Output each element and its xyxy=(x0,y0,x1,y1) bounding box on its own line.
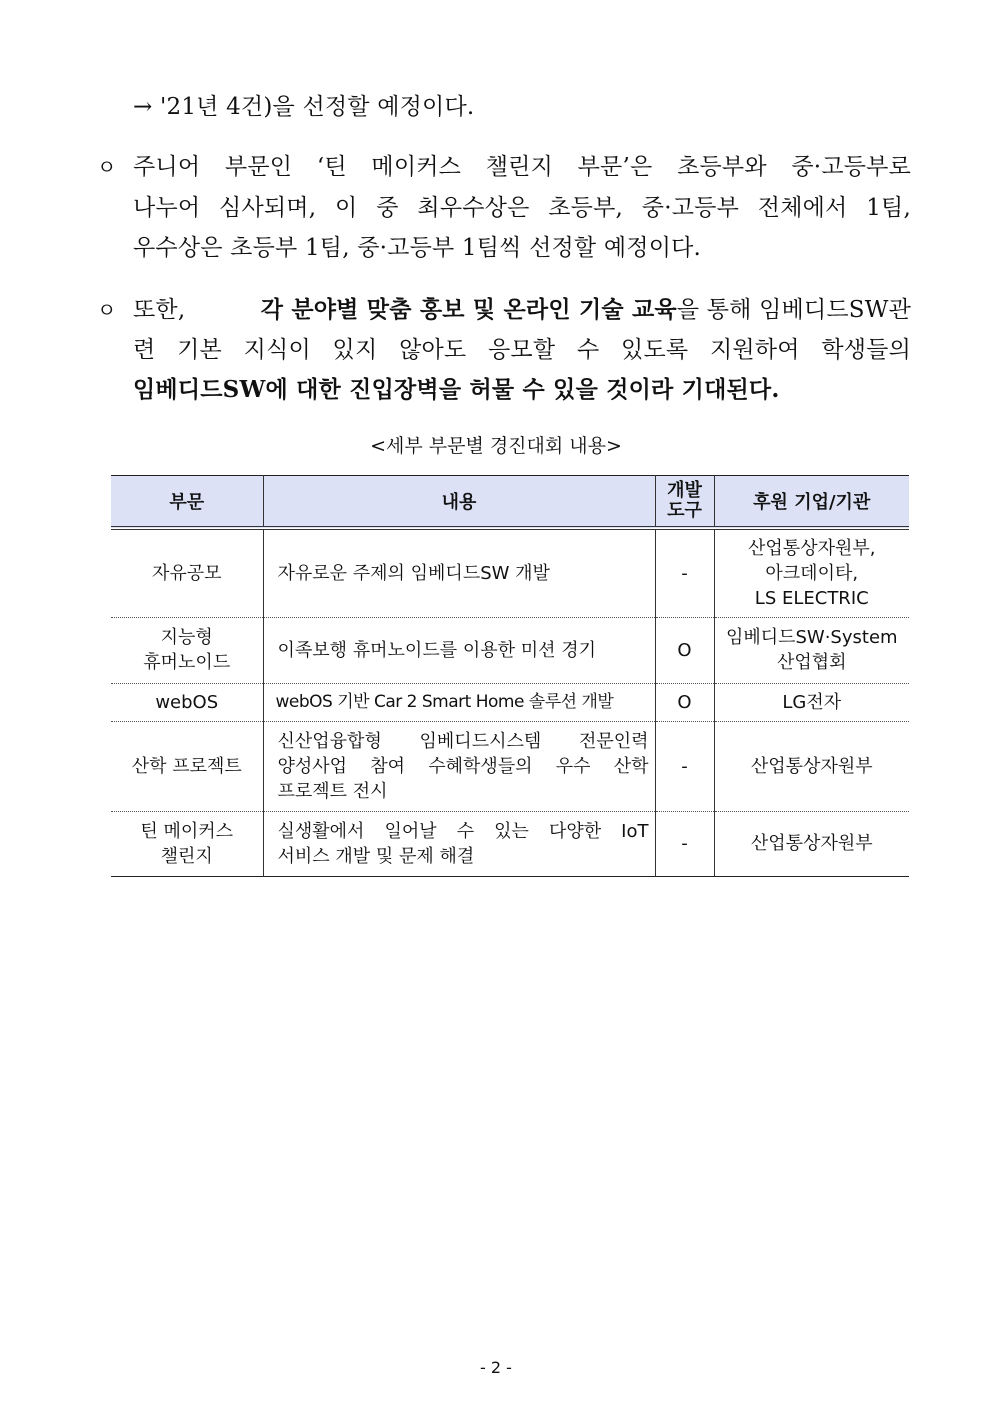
header-tool-line-1: 개발 xyxy=(667,480,702,501)
cell-content-line-1: webOS 기반 Car 2 Smart Home 솔루션 개발 xyxy=(275,691,614,712)
cell-tool: - xyxy=(655,811,714,876)
cell-content xyxy=(263,721,655,811)
paragraph-2-line-1 xyxy=(133,295,911,325)
table-row xyxy=(111,617,909,683)
cell-sponsor-line-2: 아크데이타, xyxy=(765,562,859,584)
cell-sponsor-line-2: 산업협회 xyxy=(776,652,847,673)
cell-sponsor xyxy=(714,528,909,617)
bullet-marker: ㅇ xyxy=(97,298,117,322)
cell-category xyxy=(111,528,263,617)
header-tool xyxy=(655,476,714,529)
paragraph-2-line-1-bold: 각 분야별 맞춤 홍보 및 온라인 기술 교육을 통해 임베디드SW관 xyxy=(260,296,911,323)
cell-category-line-1: 틴 메이커스 xyxy=(140,820,234,842)
cell-content-line-3: 프로젝트 전시 xyxy=(277,780,388,802)
header-content: 내용 xyxy=(263,476,655,529)
cell-category-line-1: 지능형 xyxy=(160,627,213,648)
cell-tool: - xyxy=(655,528,714,617)
cell-category-line-2: 챌린지 xyxy=(160,845,213,867)
table-row xyxy=(111,721,909,811)
table-caption: <세부 부문별 경진대회 내용> xyxy=(370,435,622,457)
cell-tool: O xyxy=(655,617,714,683)
paragraph-2-line-1-post: 을 통해 임베디드SW관 xyxy=(676,297,911,323)
paragraph-1-line-2: 나누어 심사되며, 이 중 최우수상은 초등부, 중·고등부 전체에서 1팀, xyxy=(133,195,911,221)
cell-content-line-2: 서비스 개발 및 문제 해결 xyxy=(277,845,475,867)
cell-sponsor-line-1: 산업통상자원부, xyxy=(748,537,876,559)
cell-sponsor-line-1: 산업통상자원부 xyxy=(750,755,873,777)
cell-content-line-1: 이족보행 휴머노이드를 이용한 미션 경기 xyxy=(277,639,596,661)
cell-content-line-1: 신산업융합형 임베디드시스템 전문인력 xyxy=(277,730,649,752)
cell-content xyxy=(263,528,655,617)
cell-category xyxy=(111,683,263,721)
cell-sponsor xyxy=(714,811,909,876)
cell-category-line-1: 자유공모 xyxy=(151,562,222,584)
cell-category-line-1: webOS xyxy=(155,691,219,713)
cell-content-line-2: 양성사업 참여 수혜학생들의 우수 산학 xyxy=(277,755,649,777)
header-category: 부문 xyxy=(111,476,263,529)
cell-content xyxy=(263,617,655,683)
bullet-marker: ㅇ xyxy=(97,155,117,179)
header-sponsor: 후원 기업/기관 xyxy=(714,476,909,529)
cell-content xyxy=(263,683,655,721)
paragraph-2-line-3: 임베디드SW에 대한 진입장벽을 허물 수 있을 것이라 기대된다. xyxy=(133,376,780,403)
cell-tool: O xyxy=(655,683,714,721)
table-row xyxy=(111,811,909,876)
cell-category xyxy=(111,617,263,683)
cell-sponsor xyxy=(714,617,909,683)
header-tool-line-2: 도구 xyxy=(667,500,702,521)
table-row xyxy=(111,528,909,617)
cell-sponsor-line-3: LS ELECTRIC xyxy=(754,587,869,609)
cell-sponsor-line-1: LG전자 xyxy=(782,691,842,713)
continued-line: → '21년 4건)을 선정할 예정이다. xyxy=(133,94,475,120)
paragraph-1-line-1: 주니어 부문인 ‘틴 메이커스 챌린지 부문’은 초등부와 중·고등부로 xyxy=(133,154,911,180)
cell-sponsor xyxy=(714,683,909,721)
cell-category xyxy=(111,811,263,876)
page-number: - 2 - xyxy=(480,1358,512,1377)
paragraph-2-line-1-pre: 또한, xyxy=(133,297,186,323)
cell-content xyxy=(263,811,655,876)
cell-tool: - xyxy=(655,721,714,811)
cell-category-line-1: 산학 프로젝트 xyxy=(131,755,242,777)
cell-content-line-1: 실생활에서 일어날 수 있는 다양한 IoT xyxy=(277,820,649,842)
cell-category-line-2: 휴머노이드 xyxy=(143,652,231,673)
table-header-row xyxy=(111,476,909,529)
cell-sponsor-line-1: 임베디드SW·System xyxy=(725,627,898,648)
cell-content-line-1: 자유로운 주제의 임베디드SW 개발 xyxy=(277,562,550,584)
paragraph-1-line-3: 우수상은 초등부 1팀, 중·고등부 1팀씩 선정할 예정이다. xyxy=(133,235,702,261)
cell-sponsor xyxy=(714,721,909,811)
paragraph-2-line-2: 련 기본 지식이 있지 않아도 응모할 수 있도록 지원하여 학생들의 xyxy=(133,337,911,363)
table-row xyxy=(111,683,909,721)
cell-category xyxy=(111,721,263,811)
competition-table xyxy=(111,475,909,877)
cell-sponsor-line-1: 산업통상자원부 xyxy=(750,833,873,854)
